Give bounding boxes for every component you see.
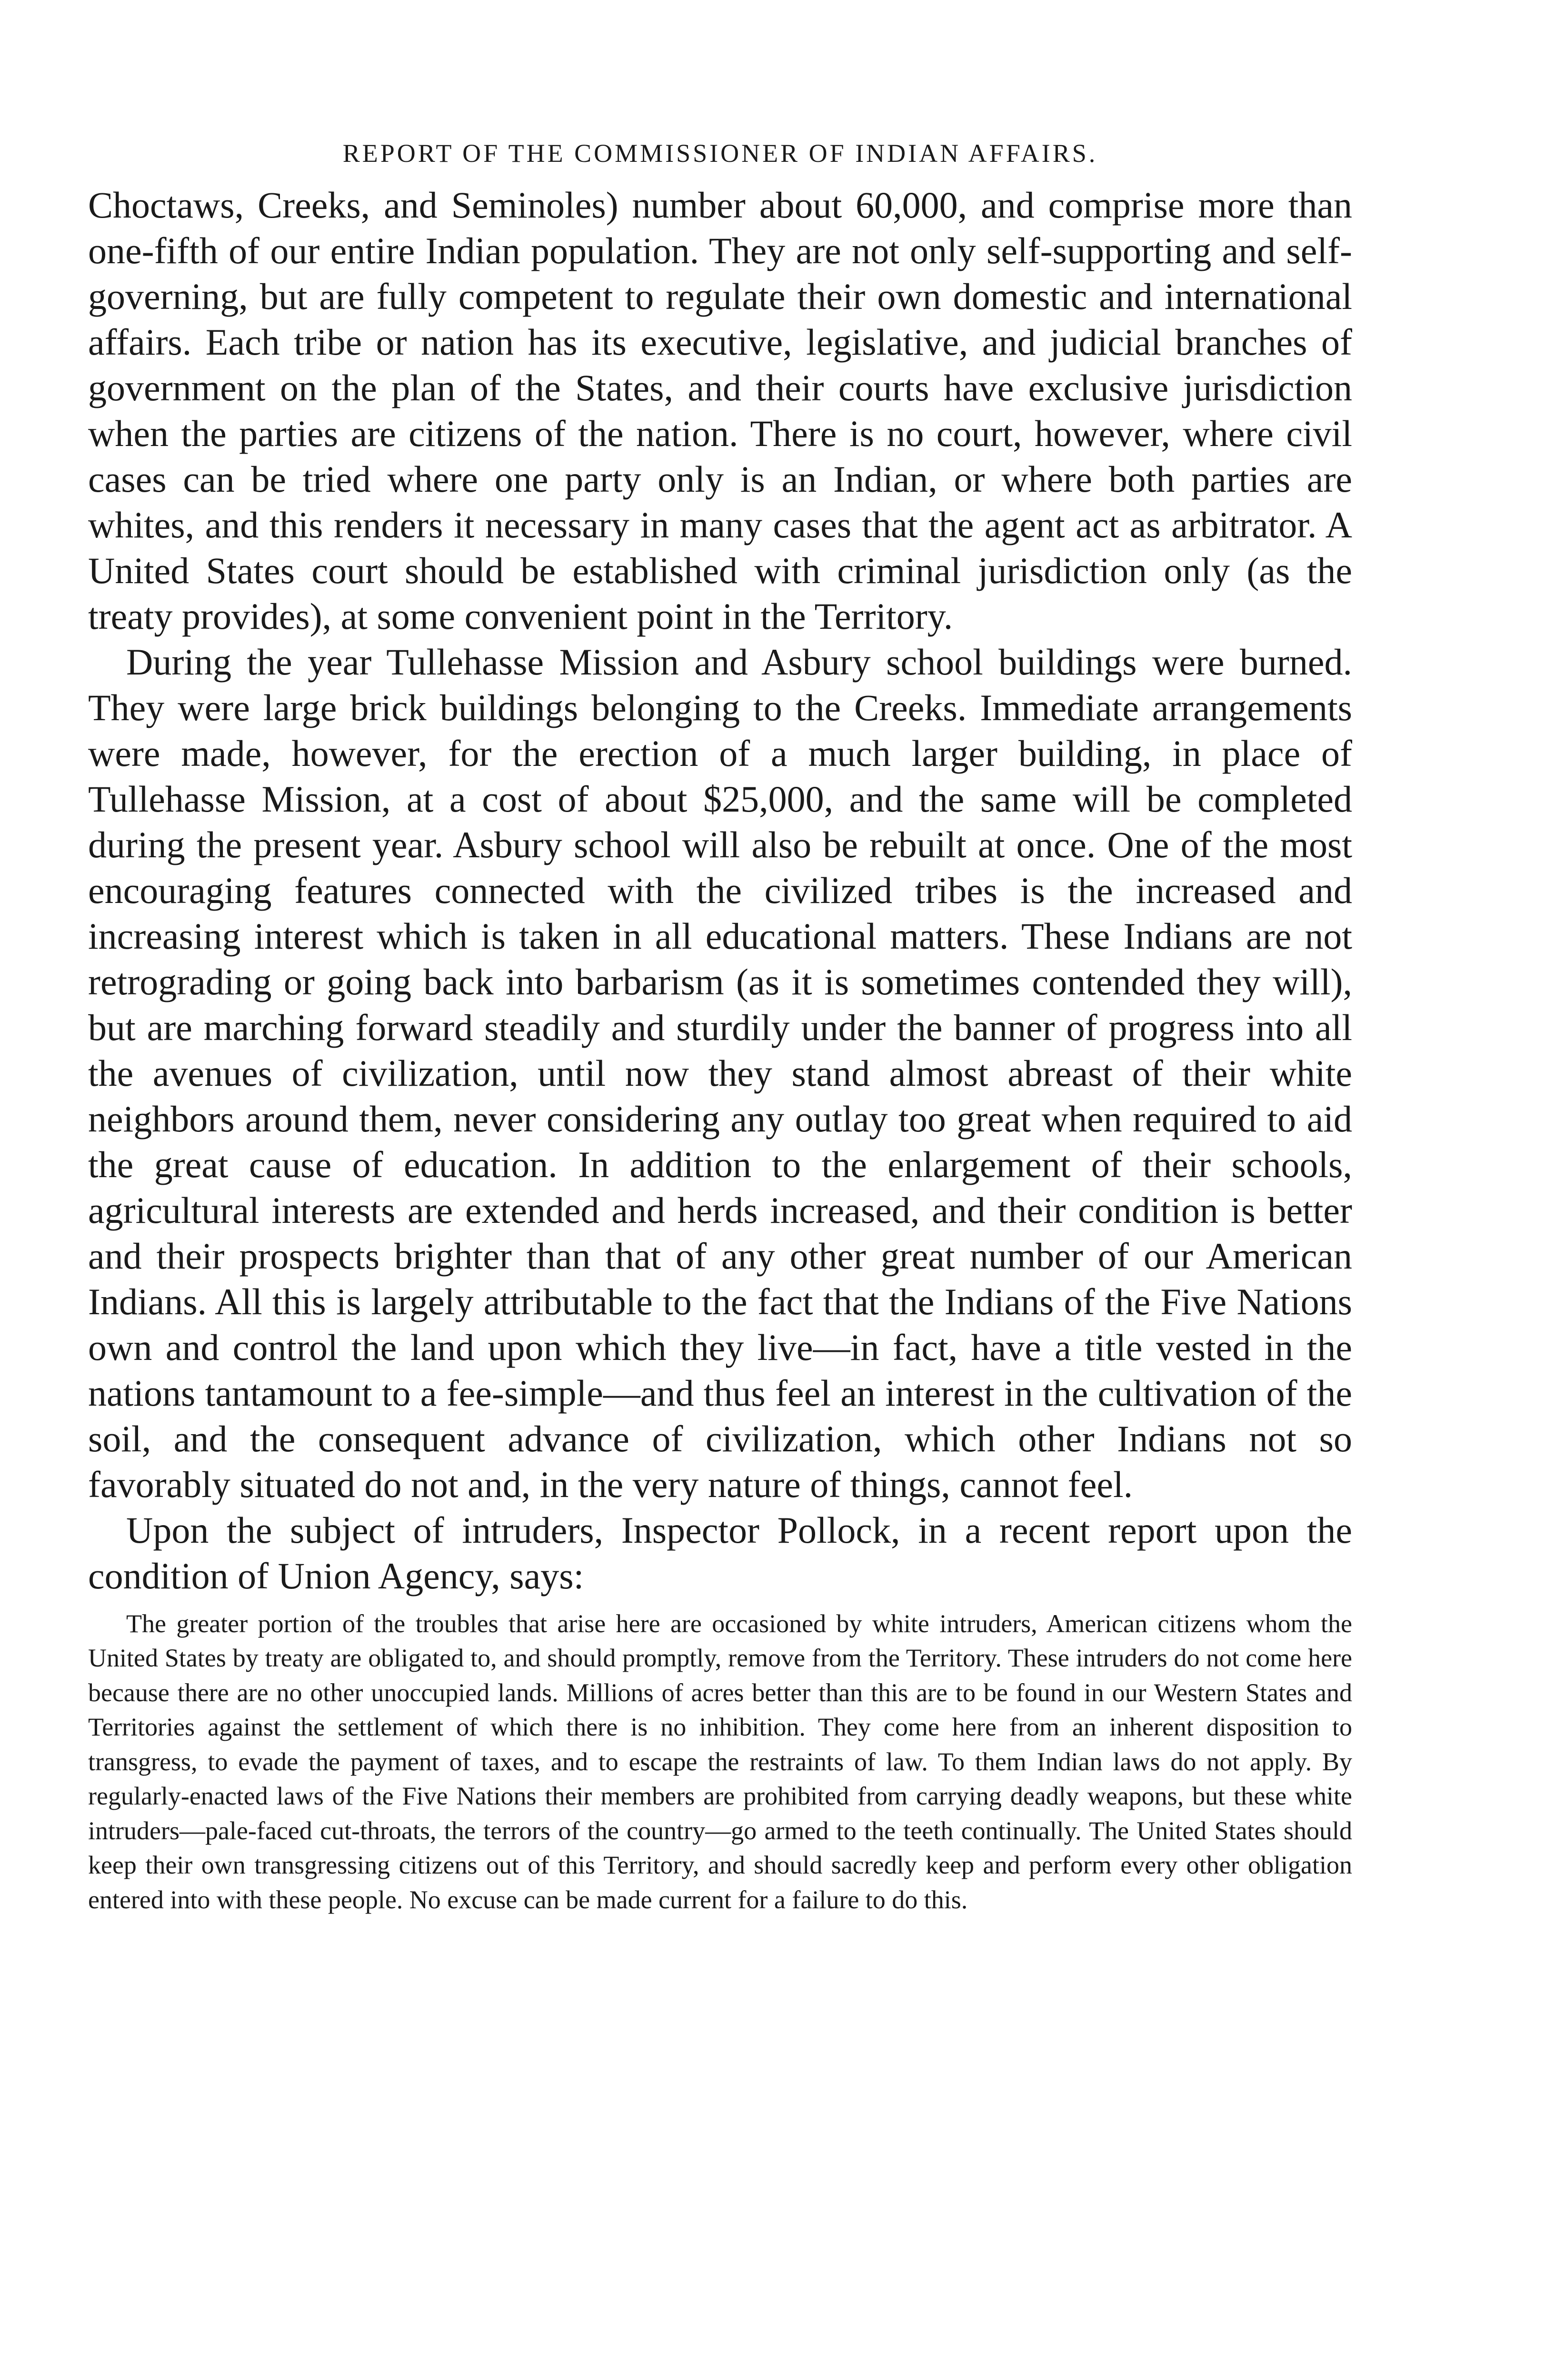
paragraph-continued: Choctaws, Creeks, and Seminoles) number about 60,000, and comprise more than one-fifth of our entire Indian population. They are not only self-supporting and self-governing, but are fully competent to regulate their own domestic and international affairs. Each tribe or nation has its executive, legislative, and judicial branches of government on the plan of the States, and their courts have exclusive jurisdiction when the parties are citizens of the nation. There is no court, however, where civil cases can be tried where one party only is an Indian, or where both parties are whites, and this renders it necessary in many cases that the agent act as arbitrator. A United States court should be established with criminal jurisdiction only (as the treaty provides), at some convenient point in the Territory.: [88, 184, 1352, 637]
running-head: REPORT OF THE COMMISSIONER OF INDIAN AFFAIRS.: [342, 139, 1098, 168]
paragraph-intruders-intro: Upon the subject of intruders, Inspector Pollock, in a recent report upon the condition of Union Agency, says:: [88, 1509, 1352, 1597]
paragraph-school-buildings: During the year Tullehasse Mission and Asbury school buildings were burned. They were large brick buildings belonging to the Creeks. Immediate arrangements were made, however, for the erection of a much larger building, in place of Tullehasse Mission, at a cost of about $25,000, and the same will be completed during the present year. Asbury school will also be rebuilt at once. One of the most encouraging features connected with the civilized tribes is the increased and increasing interest which is taken in all educational matters. These Indians are not retrograding or going back into barbarism (as it is sometimes contended they will), but are marching forward steadily and sturdily under the banner of progress into all the avenues of civilization, until now they stand almost abreast of their white neighbors around them, never considering any outlay too great when required to aid the great cause of education. In addition to the enlargement of their schools, agricultural interests are extended and herds increased, and their condition is better and their prospects brighter than that of any other great number of our American Indians. All this is largely attributable to the fact that the Indians of the Five Nations own and control the land upon which they live—in fact, have a title vested in the nations tantamount to a fee-simple—and thus feel an interest in the cultivation of the soil, and the consequent advance of civilization, which other Indians not so favorably situated do not and, in the very nature of things, cannot feel.: [88, 641, 1352, 1505]
quoted-report: The greater portion of the troubles that arise here are occasioned by white intruders, American citizens whom the United States by treaty are obligated to, and should promptly, remove from the Territory. These intruders do not come here because there are no other unoccupied lands. Millions of acres better than this are to be found in our Western States and Territories against the settlement of which there is no inhibition. They come here from an inherent disposition to transgress, to evade the payment of taxes, and to escape the restraints of law. To them Indian laws do not apply. By regularly-enacted laws of the Five Nations their members are prohibited from carrying deadly weapons, but these white intruders—pale-faced cut-throats, the terrors of the country—go armed to the teeth continually. The United States should keep their own transgressing citizens out of this Territory, and should sacredly keep and perform every other obligation entered into with these people. No excuse can be made current for a failure to do this.: [88, 1609, 1352, 1914]
document-page: [88, 138, 1352, 1917]
